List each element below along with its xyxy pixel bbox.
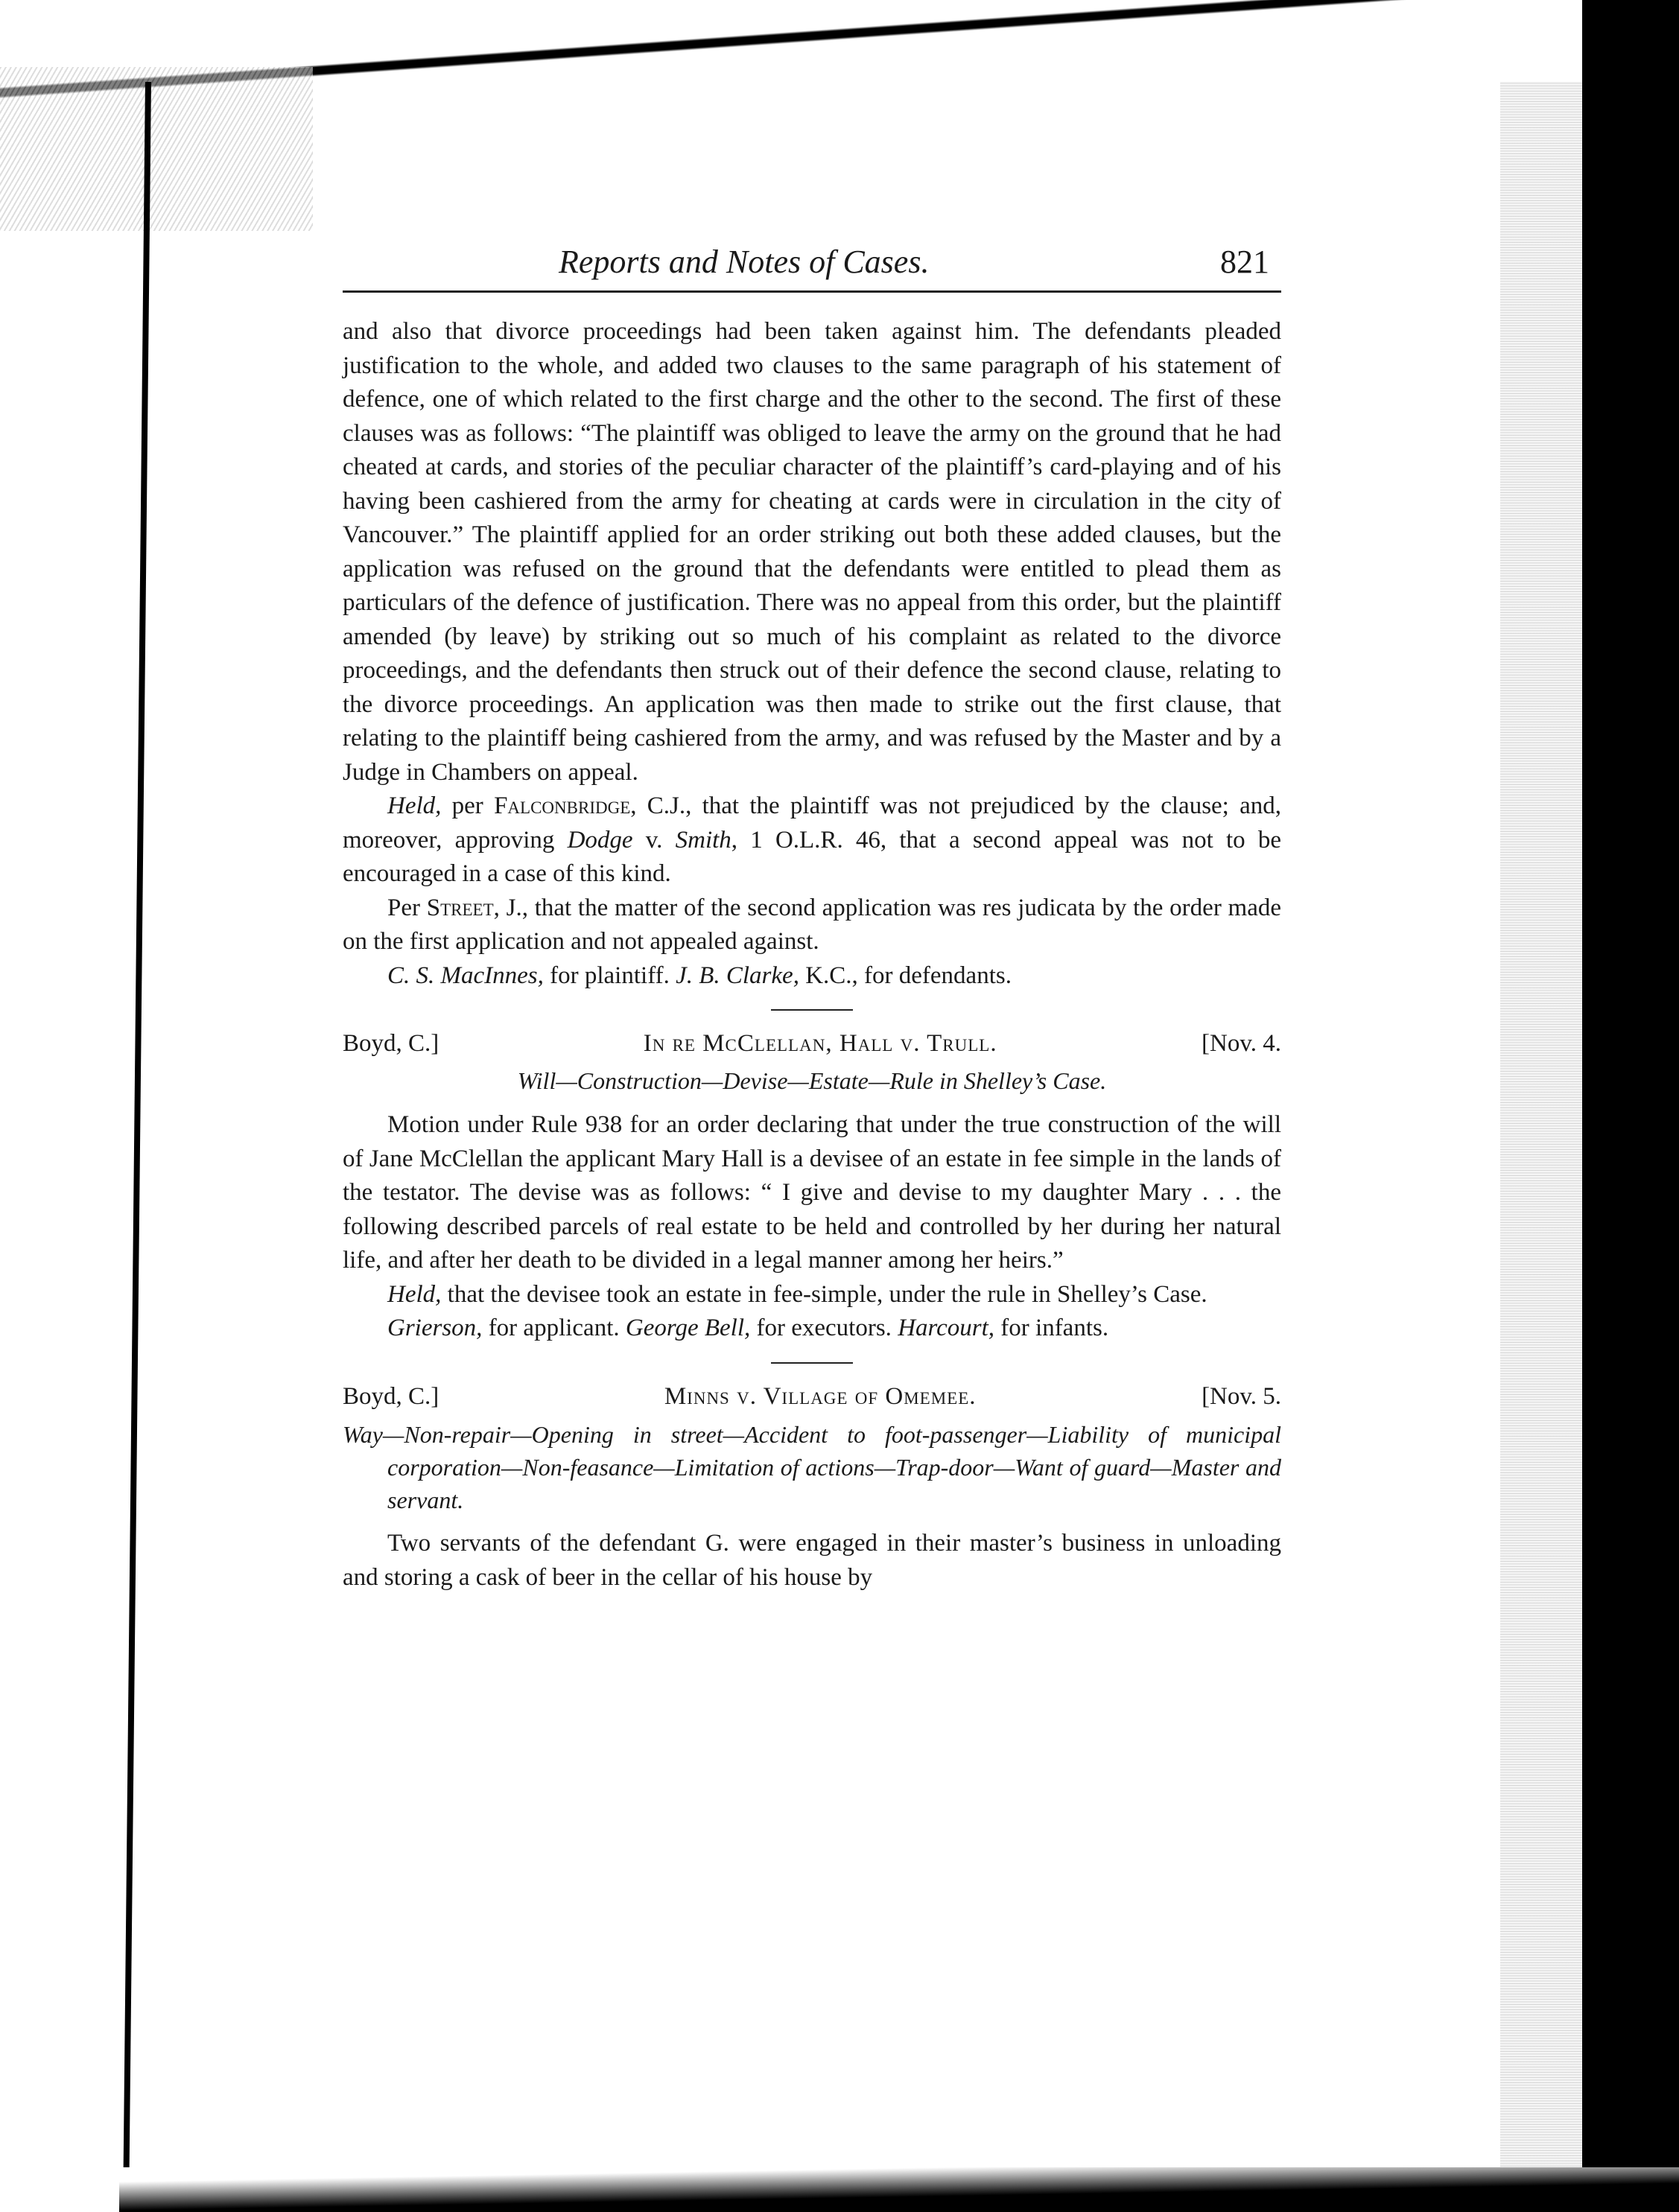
text-run: for plaintiff. bbox=[543, 962, 676, 989]
paragraph-motion: Motion under Rule 938 for an order declaring that under the true construction of the will of Jane McClellan the applicant Mary Hall is a devisee of an estate in fee simple in the lands of the testator. The devise was as follows: “ I give and devise to my daughter Mary . . . the following described parcels of real estate to be held and controlled by her during her natural life, and after her death to be divided in a legal manner among her heirs.” bbox=[343, 1111, 1281, 1274]
counsel-name: Grierson, bbox=[387, 1315, 483, 1341]
paragraph-per-street bbox=[343, 892, 1281, 959]
catchwords: Will—Construction—Devise—Estate—Rule in Shelley’s Case. bbox=[517, 1067, 1107, 1094]
counsel-name: C. S. MacInnes, bbox=[387, 962, 544, 989]
text-run: , C.J., that the plaintiff was not prejudiced by the clause; and, moreover, approving bbox=[343, 792, 1281, 854]
case-title: In re McClellan, Hall v. Trull. bbox=[643, 1030, 997, 1057]
paragraph-facts: Two servants of the defendant G. were engaged in their master’s business in unloading and storing a cask of beer in the cellar of his house by bbox=[343, 1530, 1281, 1591]
case-date: [Nov. 4. bbox=[1202, 1030, 1281, 1057]
paragraph-counsel-1 bbox=[343, 959, 1281, 994]
paragraph-held-2 bbox=[343, 1278, 1281, 1312]
text-run: v. bbox=[632, 826, 676, 854]
case-citation: Dodge bbox=[567, 826, 633, 854]
held-label: Held, bbox=[387, 792, 442, 819]
text-run: , 1 O.L.R. 46, that a second appeal was not to be encouraged in a case of this kind. bbox=[343, 826, 1281, 887]
text-run: K.C., for defendants. bbox=[799, 962, 1012, 989]
case-title: Minns v. Village of Omemee. bbox=[664, 1382, 977, 1410]
catchwords: Way—Non-repair—Opening in street—Accident to foot-passenger—Liability of municipal corporation—Non-feasance—Limitation of actions—Trap-door—Want of guard—Master and servant. bbox=[343, 1421, 1281, 1513]
scan-noise-top-left bbox=[0, 67, 313, 231]
running-title: Reports and Notes of Cases. bbox=[559, 244, 930, 280]
section-divider bbox=[771, 1362, 853, 1364]
section-divider bbox=[771, 1009, 853, 1011]
held-label: Held, bbox=[387, 1280, 442, 1308]
counsel-name: Harcourt, bbox=[898, 1315, 995, 1341]
counsel-name: J. B. Clarke, bbox=[676, 962, 799, 989]
running-head bbox=[343, 238, 1281, 293]
paragraph-continued: and also that divorce proceedings had been taken against him. The defendants pleaded justification to the whole, and added two clauses to the same paragraph of his statement of defence, one of which related to the first charge and the other to the second. The first of these clauses was as follows: “The plaintiff was obliged to leave the army on the ground that he had cheated at cards, and stories of the peculiar character of the plaintiff’s card-playing and of his having been cashiered from the army for cheating at cards were in circulation in the city of Vancouver.” The plaintiff applied for an order striking out both these added clauses, but the application was refused on the ground that the defendants were entitled to plead them as particulars of the defence of justification. There was no appeal from this order, but the plaintiff amended (by leave) by striking out so much of his complaint as related to the divorce proceedings, and the defendants then struck out of their defence the second clause, relating to the divorce proceedings. An application was then made to strike out the first clause, that relating to the plaintiff being cashiered from the army, and was refused by the Master and by a Judge in Chambers on appeal. bbox=[343, 318, 1281, 786]
text-run: for applicant. bbox=[482, 1315, 626, 1341]
scan-noise-right bbox=[1500, 82, 1582, 2182]
text-run: for executors. bbox=[750, 1315, 898, 1341]
case-date: [Nov. 5. bbox=[1202, 1382, 1281, 1410]
text-run: for infants. bbox=[994, 1315, 1109, 1341]
paragraph-counsel-2 bbox=[343, 1312, 1281, 1346]
scan-border-bottom bbox=[119, 2167, 1679, 2212]
text-run: per bbox=[441, 792, 495, 819]
court-label: Boyd, C.] bbox=[343, 1382, 439, 1410]
page bbox=[343, 238, 1281, 1595]
text-run: Per bbox=[387, 894, 427, 921]
text-run: , J., that the matter of the second application was res judicata by the order made on the first application and not appealed against. bbox=[343, 894, 1281, 955]
case-heading-mcclellan bbox=[343, 1027, 1281, 1061]
page-number: 821 bbox=[1220, 244, 1269, 280]
case-citation: Smith bbox=[675, 826, 731, 854]
scan-border-right bbox=[1582, 0, 1679, 2212]
counsel-name: George Bell, bbox=[625, 1315, 751, 1341]
judge-name: Street bbox=[426, 894, 494, 921]
judge-name: Falconbridge bbox=[494, 792, 631, 819]
body-text bbox=[343, 315, 1281, 1595]
case-heading-minns bbox=[343, 1380, 1281, 1414]
scan-border-left bbox=[123, 82, 151, 2212]
text-run: that the devisee took an estate in fee-simple, under the rule in Shelley’s Case. bbox=[441, 1280, 1207, 1308]
court-label: Boyd, C.] bbox=[343, 1030, 439, 1057]
paragraph-held-1 bbox=[343, 789, 1281, 892]
